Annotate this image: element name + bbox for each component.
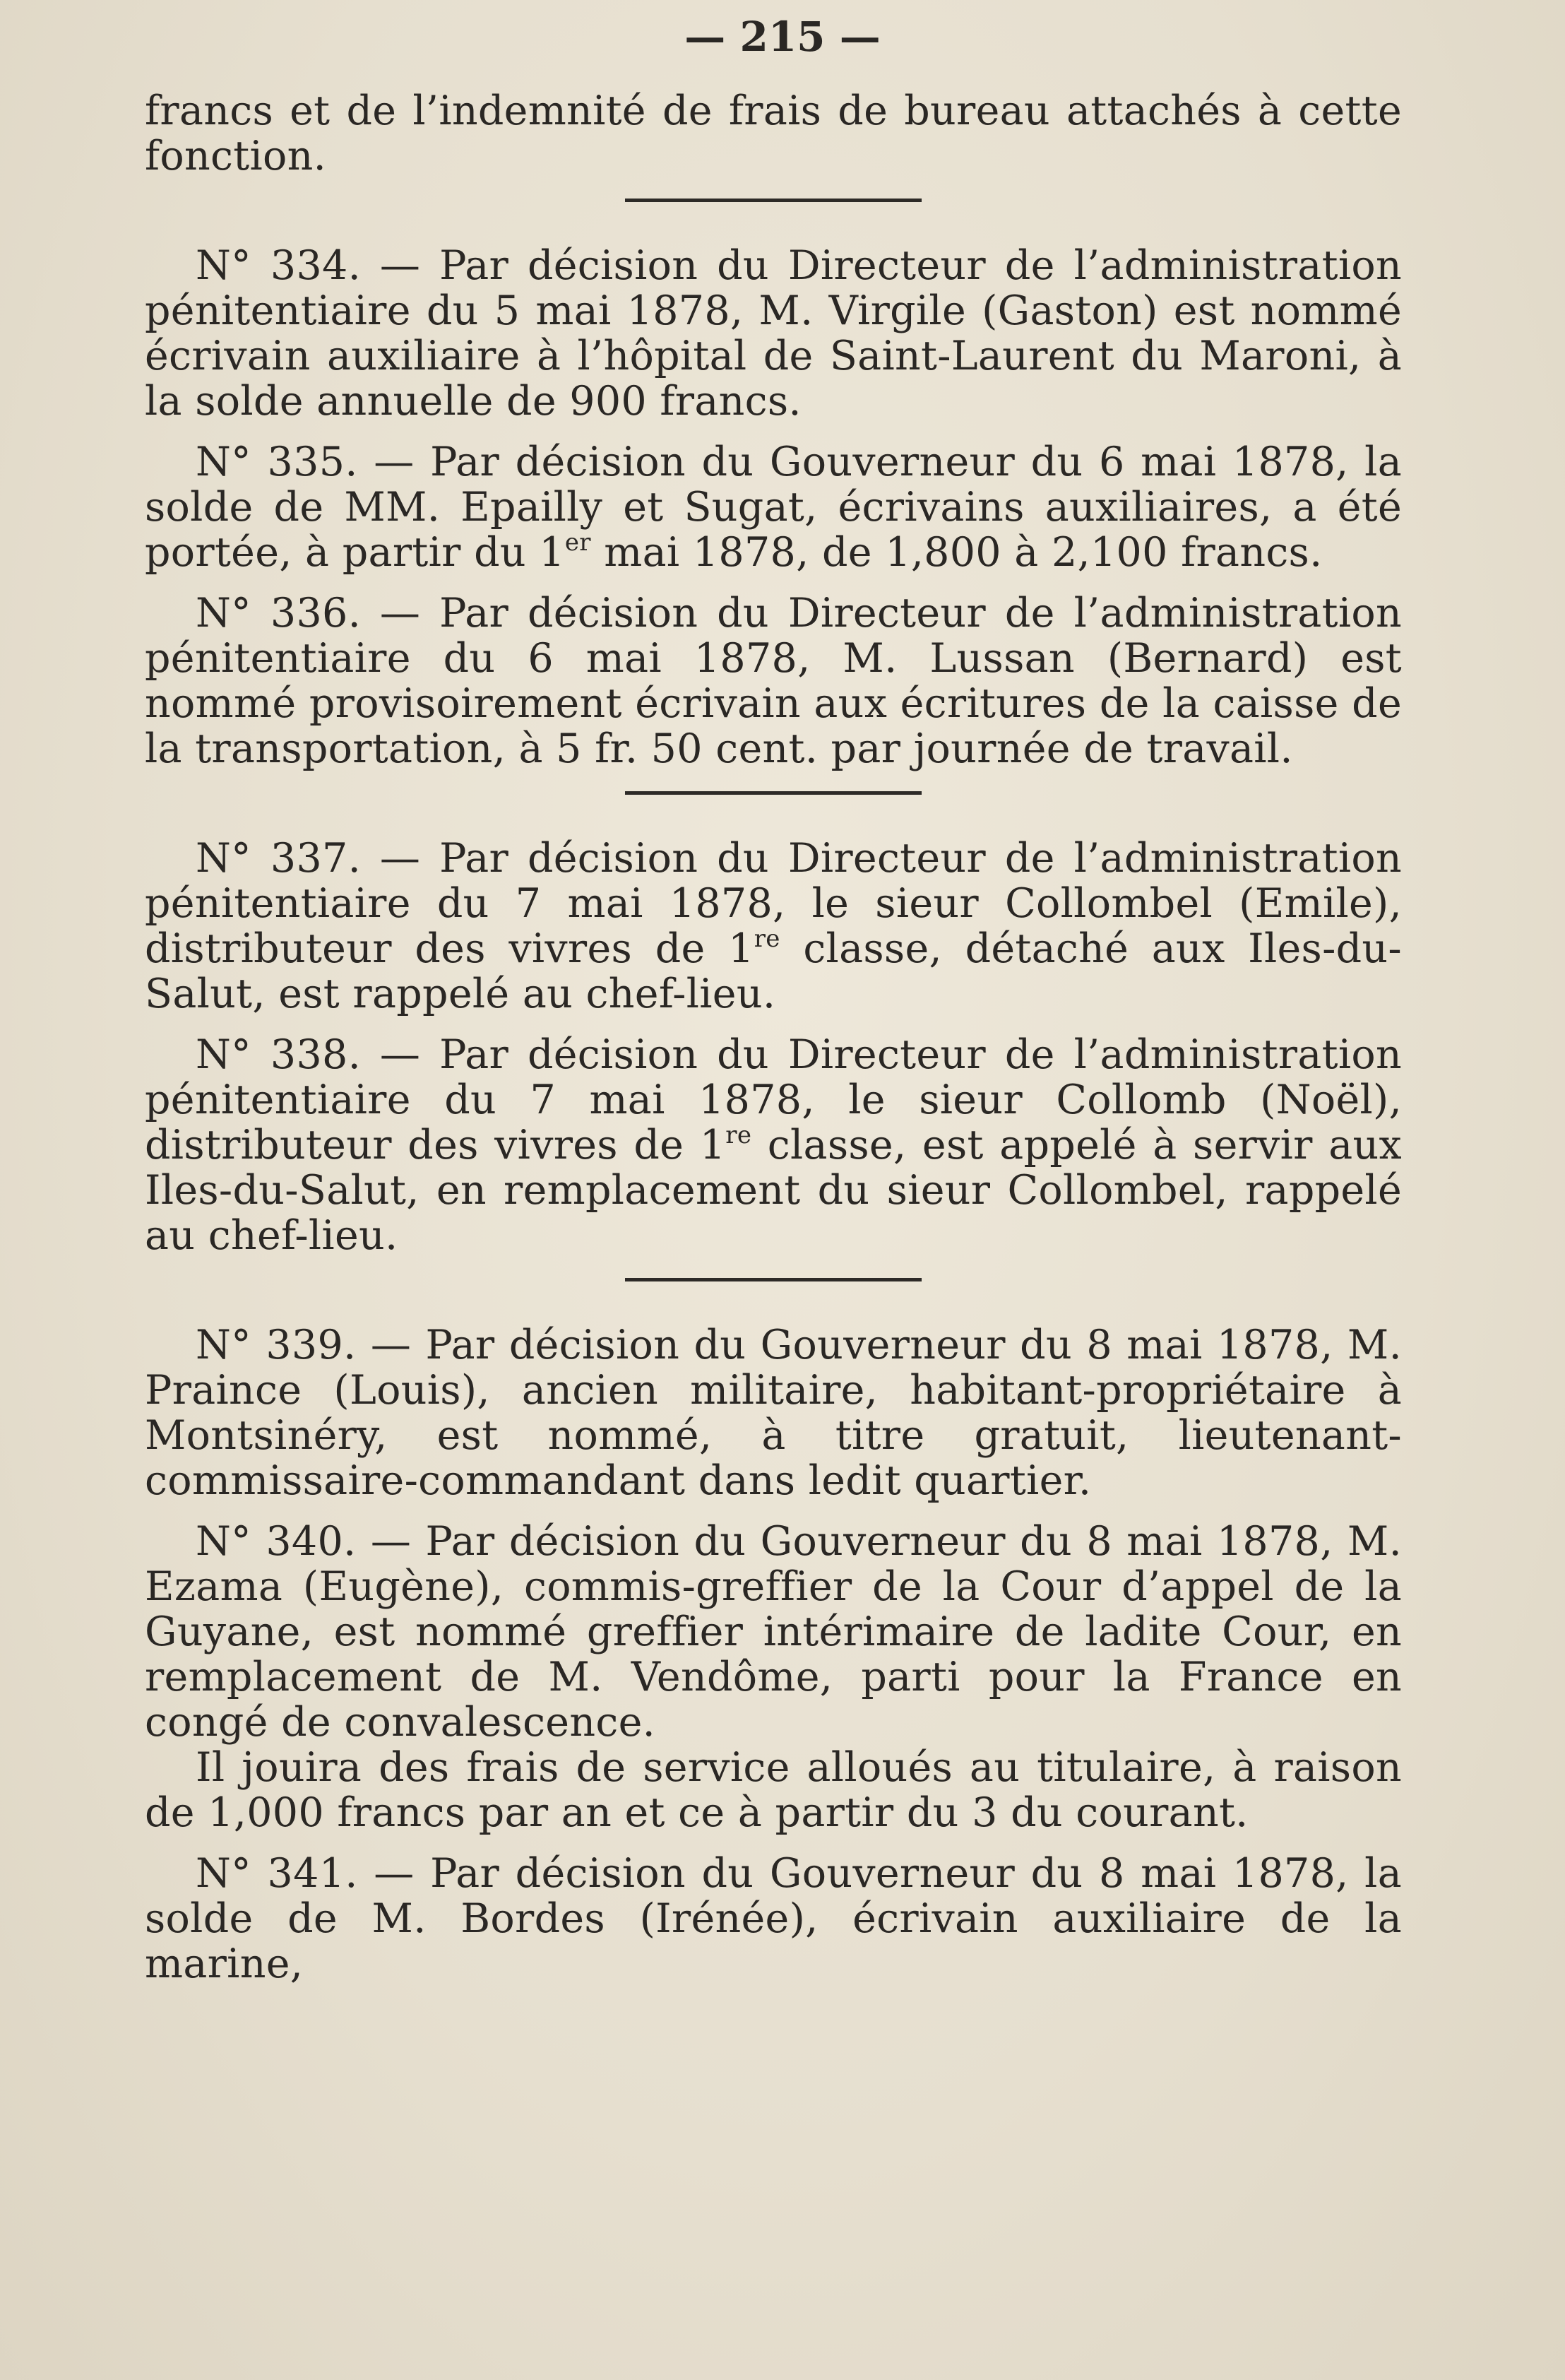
paragraph-341: N° 341. — Par décision du Gouverneur du 8 mai 1878, la solde de M. Bordes (Irénée), écrivain auxiliaire de la marine, [145,1850,1402,1987]
paragraph-335 [145,439,1402,575]
paragraph-continuation: francs et de l’indemnité de frais de bureau attachés à cette fonction. [145,88,1402,179]
paragraph-335-text-b: mai 1878, de 1,800 à 2,100 francs. [590,529,1323,576]
superscript-re: re [725,1121,752,1149]
paragraph-337 [145,836,1402,1017]
section-divider [625,791,922,795]
paragraph-337-text-a: N° 337. — Par décision du Directeur de l’administration pénitentiaire du 7 mai 1878, le sieur Collombel (Emile), distributeur des vivres de 1 [145,835,1402,972]
section-divider [625,199,922,202]
superscript-re: re [754,925,780,953]
paragraph-339: N° 339. — Par décision du Gouverneur du 8 mai 1878, M. Praince (Louis), ancien militaire, habitant-propriétaire à Montsinéry, est nommé, à titre gratuit, lieutenant-commissaire-commandant dans ledit quartier. [145,1322,1402,1504]
paragraph-340: N° 340. — Par décision du Gouverneur du 8 mai 1878, M. Ezama (Eugène), commis-greffier de la Cour d’appel de la Guyane, est nommé greffier intérimaire de ladite Cour, en remplacement de M. Vendôme, parti pour la France en congé de convalescence. [145,1518,1402,1746]
paragraph-338 [145,1032,1402,1258]
paragraph-338-text-b: classe, est appelé à servir aux Iles-du-Salut, en remplacement du sieur Collombel, rappelé au chef-lieu. [145,1122,1402,1259]
paragraph-337-text-b: classe, détaché aux Iles-du-Salut, est rappelé au chef-lieu. [145,925,1402,1017]
paragraph-338-text-a: N° 338. — Par décision du Directeur de l’administration pénitentiaire du 7 mai 1878, le sieur Collomb (Noël), distributeur des vivres de 1 [145,1031,1402,1168]
document-body [145,88,1402,1987]
paragraph-340-continuation: Il jouira des frais de service alloués au titulaire, à raison de 1,000 francs par an et ce à partir du 3 du courant. [145,1744,1402,1836]
paragraph-335-text-a: N° 335. — Par décision du Gouverneur du 6 mai 1878, la solde de MM. Epailly et Sugat, écrivains auxiliaires, a été portée, à partir du 1 [145,439,1402,576]
paragraph-334: N° 334. — Par décision du Directeur de l’administration pénitentiaire du 5 mai 1878, M. Virgile (Gaston) est nommé écrivain auxiliaire à l’hôpital de Saint-Laurent du Maroni, à la solde annuelle de 900 francs. [145,242,1402,425]
paragraph-336: N° 336. — Par décision du Directeur de l’administration pénitentiaire du 6 mai 1878, M. Lussan (Bernard) est nommé provisoirement écrivain aux écritures de la caisse de la transportation, à 5 fr. 50 cent. par journée de travail. [145,590,1402,772]
section-divider [625,1278,922,1281]
superscript-er: er [564,528,591,557]
page-number: — 215 — [684,13,881,61]
